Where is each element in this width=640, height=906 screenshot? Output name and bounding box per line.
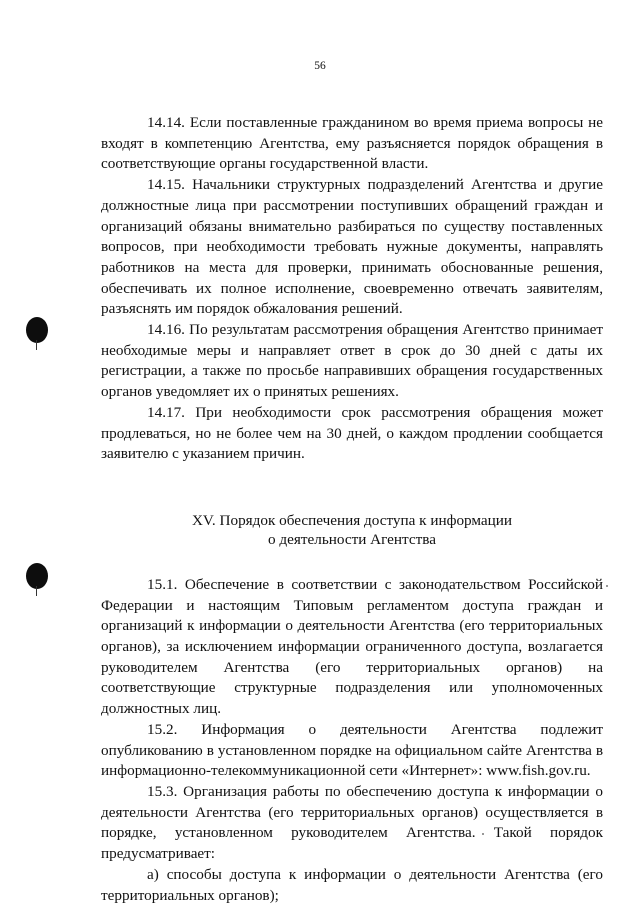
paragraph-14-15: 14.15. Начальники структурных подразделений Агентства и другие должностные лица при рассмотрении поступивших обращений граждан и организаций обязаны внимательно разбираться по существу поставленных вопросов, при необходимости требовать нужные документы, направлять работников на места для проверки, принимать обоснованные решения, обеспечивать их полное исполнение, своевременно отвечать заявителям, разъяснять им порядок обжалования решений. xyxy=(101,176,603,318)
punch-hole-lower xyxy=(26,563,48,589)
paragraph-14-16: 14.16. По результатам рассмотрения обращения Агентство принимает необходимые меры и направляет ответ в срок до 30 дней с даты их регистрации, а также по просьбе направивших обращения государственных органов уведомляет их о принятых решениях. xyxy=(101,321,603,401)
punch-hole-lower-mark xyxy=(36,586,37,596)
paragraph-14-14: 14.14. Если поставленные гражданином во время приема вопросы не входят в компетенцию Агентства, ему разъясняется порядок обращения в соответствующие органы государственной власти. xyxy=(101,114,603,173)
paragraph-15-1: 15.1. Обеспечение в соответствии с законодательством Российской Федерации и настоящим Типовым регламентом доступа граждан и организаций к информации о деятельности Агентства (его территориальных органов), за исключением информации ограниченного доступа, возлагается руководителем Агентства (его территориальных органов) на соответствующие структурные подразделения или уполномоченных должностных лиц. xyxy=(101,575,603,718)
page-number: 56 xyxy=(314,60,326,72)
punch-hole-upper-mark xyxy=(36,340,37,350)
section-heading-line-1: XV. Порядок обеспечения доступа к информации xyxy=(191,511,513,529)
section-heading-line-2: о деятельности Агентства xyxy=(268,530,436,548)
paragraph-14-17: 14.17. При необходимости срок рассмотрения обращения может продлеваться, но не более чем на 30 дней, о каждом продлении сообщается заявителю с указанием причин. xyxy=(101,403,603,463)
paragraph-15-2: 15.2. Информация о деятельности Агентства подлежит опубликованию в установленном порядке на официальном сайте Агентства в информационно-телекоммуникационной сети «Интернет»: www.fish.gov.ru. xyxy=(101,720,603,780)
paragraph-15-3: 15.3. Организация работы по обеспечению доступа к информации о деятельности Агентства (его территориальных органов) осуществляется в порядке, установленном руководителем Агентства. Такой порядок предусматривает: xyxy=(101,782,603,863)
paragraph-15-3-a: а) способы доступа к информации о деятельности Агентства (его территориальных органов); xyxy=(101,865,603,904)
scan-speck xyxy=(606,585,608,587)
document-body xyxy=(101,113,603,906)
section-heading xyxy=(101,511,603,549)
punch-hole-upper xyxy=(26,317,48,343)
